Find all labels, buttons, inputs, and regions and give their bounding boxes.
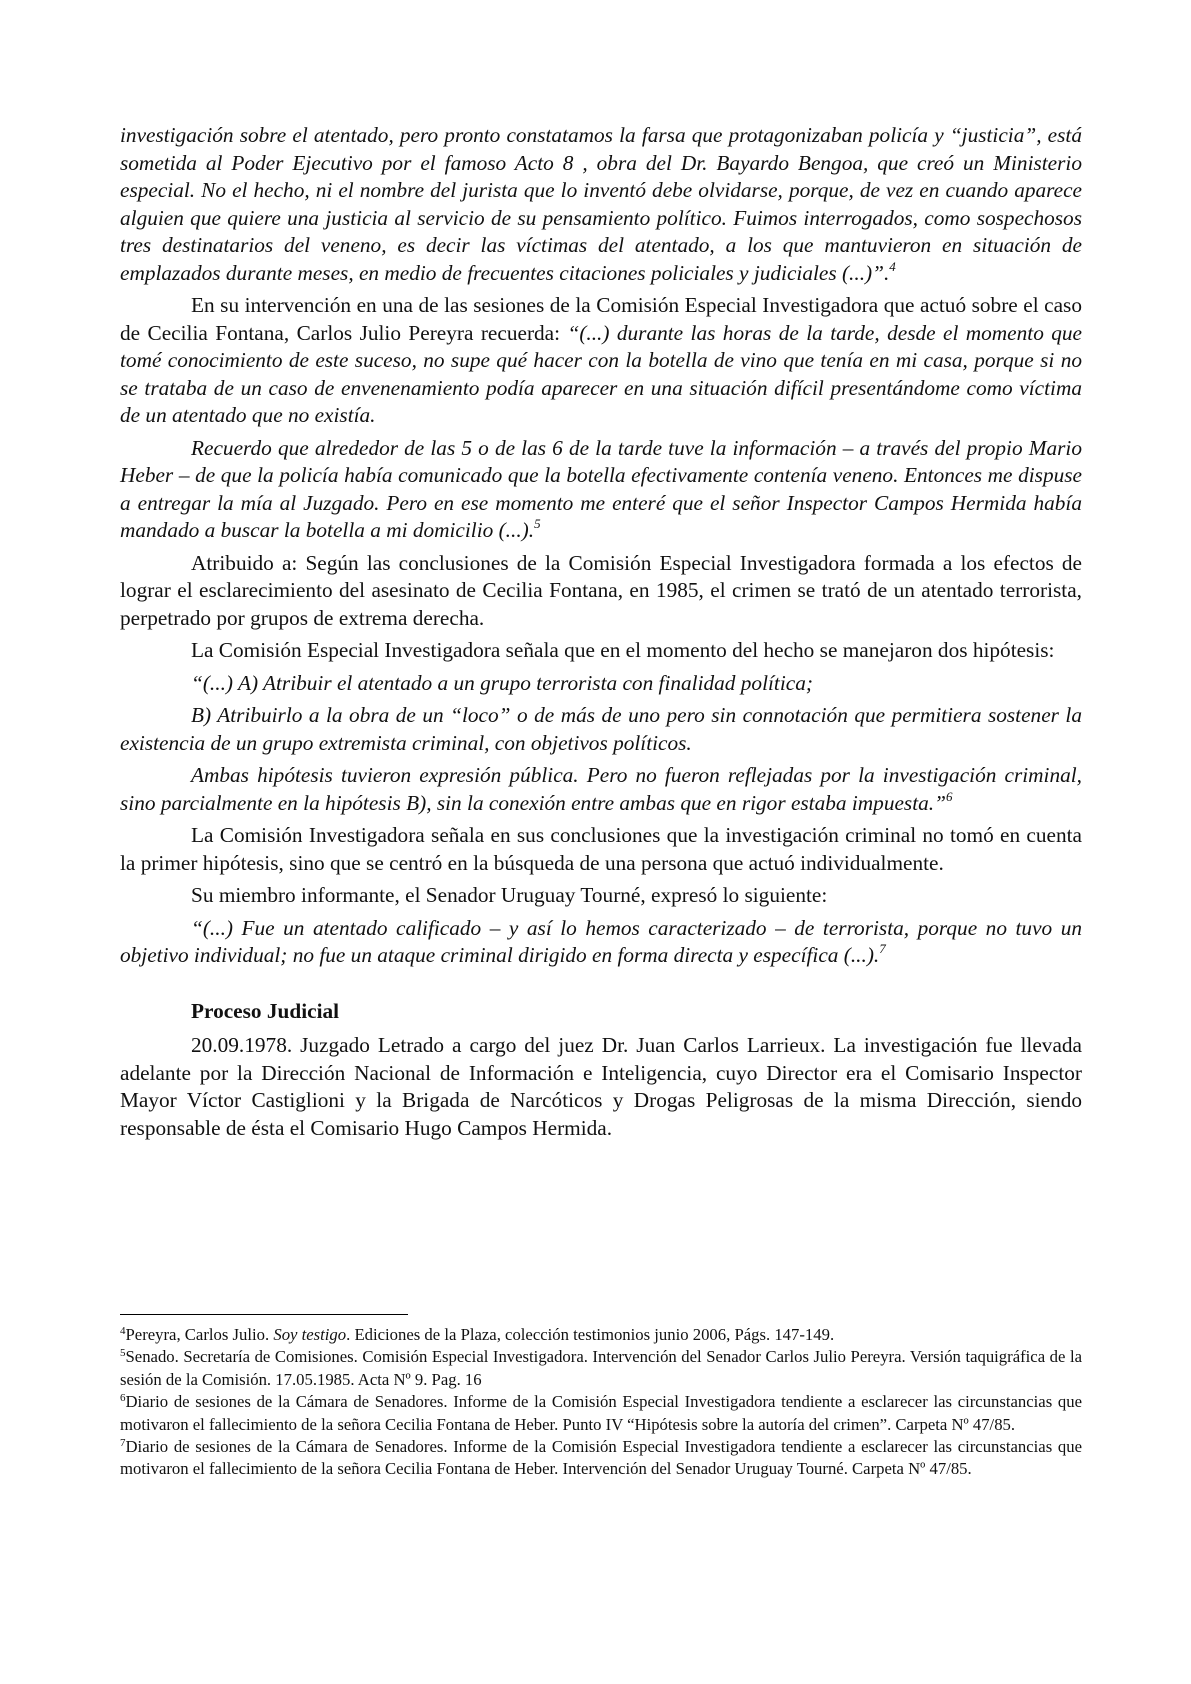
hypotheses-intro-paragraph: La Comisión Especial Investigadora señala que en el momento del hecho se manejaron dos hipótesis: — [191, 638, 1055, 662]
footnote-ref-7: 7 — [879, 941, 886, 956]
hypotheses-quote-text: Ambas hipótesis tuvieron expresión pública. Pero no fueron reflejadas por la investigación criminal, sino parcialmente en la hipótesis B), sin la conexión entre ambas que en rigor estaba impuesta.” — [120, 763, 1082, 815]
hypothesis-a: “(...) A) Atribuir el atentado a un grupo terrorista con finalidad política; — [191, 670, 813, 695]
footnote-text: Senado. Secretaría de Comisiones. Comisión Especial Investigadora. Intervención del Senador Carlos Julio Pereyra. Versión taquigráfica de la sesión de la Comisión. 17.05.1985. Acta Nº 9. Pag. 16 — [120, 1347, 1082, 1389]
footnote-book-title: Soy testigo — [273, 1325, 347, 1344]
document-body — [120, 122, 1082, 1142]
footnote-text: Diario de sesiones de la Cámara de Senadores. Informe de la Comisión Especial Investigadora tendiente a esclarecer las circunstancias que motivaron el fallecimiento de la señora Cecilia Fontana de Heber. Punto IV “Hipótesis sobre la autoría del crimen”. Carpeta Nº 47/85. — [120, 1392, 1082, 1434]
pereyra-lead-text: En su intervención en una de las sesiones de la Comisión Especial Investigadora que actuó sobre el caso de Cecilia Fontana, Carlos Julio Pereyra recuerda: — [120, 293, 1082, 345]
footnote-5 — [120, 1346, 1082, 1391]
section-heading: Proceso Judicial — [191, 998, 340, 1023]
pereyra-quote-text: “(...) durante las horas de la tarde, desde el momento que tomé conocimiento de este suceso, no supe qué hacer con la botella de vino que tenía en mi casa, porque si no se trataba de un caso de envenenamiento podía aparecer en una situación difícil presentándome como víctima de un atentado que no existía. — [120, 320, 1082, 427]
footnote-number: 4 — [120, 1325, 126, 1337]
footnote-divider — [120, 1314, 408, 1315]
commission-conclusion-paragraph: La Comisión Investigadora señala en sus conclusiones que la investigación criminal no tomó en cuenta la primer hipótesis, sino que se centró en la búsqueda de una persona que actuó individualmente. — [120, 823, 1082, 875]
footnote-number: 7 — [120, 1437, 126, 1450]
hypotheses-quote-paragraph — [120, 762, 1082, 817]
footnote-ref-6: 6 — [945, 788, 953, 804]
footnote-7 — [120, 1436, 1082, 1481]
pereyra-quote-continued: Recuerdo que alrededor de las 5 o de las 6 de la tarde tuve la información – a través del propio Mario Heber – de que la policía había comunicado que la botella efectivamente contenía veneno. Entonces me dispuse a entregar la mía al Juzgado. Pero en ese momento me enteré que el señor Inspector Campos Hermida había mandado a buscar la botella a mi domicilio (...). — [120, 435, 1082, 542]
intro-quote-paragraph — [120, 122, 1082, 287]
footnote-text: Pereyra, Carlos Julio. — [125, 1325, 274, 1344]
footnote-text: . Ediciones de la Plaza, colección testimonios junio 2006, Págs. 147-149. — [346, 1325, 835, 1344]
senator-quote-text: “(...) Fue un atentado calificado – y así lo hemos caracterizado – de terrorista, porque no tuvo un objetivo individual; no fue un ataque criminal dirigido en forma directa y específica (...). — [120, 915, 1082, 967]
senator-quote-paragraph — [120, 915, 1082, 970]
judicial-process-paragraph: 20.09.1978. Juzgado Letrado a cargo del juez Dr. Juan Carlos Larrieux. La investigación fue llevada adelante por la Dirección Nacional de Información e Inteligencia, cuyo Director era el Comisario Inspector Mayor Víctor Castiglioni y la Brigada de Narcóticos y Drogas Peligrosas de la misma Dirección, siendo responsable de ésta el Comisario Hugo Campos Hermida. — [120, 1033, 1082, 1140]
intro-quote-text: investigación sobre el atentado, pero pronto constatamos la farsa que protagonizaban policía y “justicia”, está sometida al Poder Ejecutivo por el famoso Acto 8 , obra del Dr. Bayardo Bengoa, que creó un Ministerio especial. No el hecho, ni el nombre del jurista que lo inventó debe olvidarse, porque, de vez en cuando aparece alguien que quiere una justicia al servicio de su pensamiento político. Fuimos interrogados, como sospechosos tres destinatarios del veneno, es decir las víctimas del atentado, a los que mantuvieron en situación de emplazados durante meses, en medio de frecuentes citaciones policiales y judiciales (...)”. — [120, 123, 1082, 285]
footnote-6 — [120, 1391, 1082, 1436]
footnote-ref-5: 5 — [534, 516, 541, 531]
footnotes — [120, 1324, 1082, 1481]
footnote-4 — [120, 1324, 1082, 1346]
hypothesis-b: B) Atribuirlo a la obra de un “loco” o de más de uno pero sin connotación que permitiera sostener la existencia de un grupo extremista criminal, con objetivos políticos. — [120, 703, 1082, 755]
pereyra-paragraph — [120, 292, 1082, 430]
attribution-paragraph: Atribuido a: Según las conclusiones de la Comisión Especial Investigadora formada a los efectos de lograr el esclarecimiento del asesinato de Cecilia Fontana, en 1985, el crimen se trató de un atentado terrorista, perpetrado por grupos de extrema derecha. — [120, 550, 1082, 630]
footnote-ref-4: 4 — [889, 258, 896, 274]
footnote-text: Diario de sesiones de la Cámara de Senadores. Informe de la Comisión Especial Investigadora tendiente a esclarecer las circunstancias que motivaron el fallecimiento de la señora Cecilia Fontana de Heber. Intervención del Senador Uruguay Tourné. Carpeta Nº 47/85. — [120, 1437, 1082, 1479]
senator-intro-paragraph: Su miembro informante, el Senador Uruguay Tourné, expresó lo siguiente: — [191, 883, 828, 907]
footnote-number: 6 — [120, 1392, 126, 1405]
pereyra-quote-paragraph — [120, 435, 1082, 545]
footnote-number: 5 — [120, 1347, 126, 1360]
